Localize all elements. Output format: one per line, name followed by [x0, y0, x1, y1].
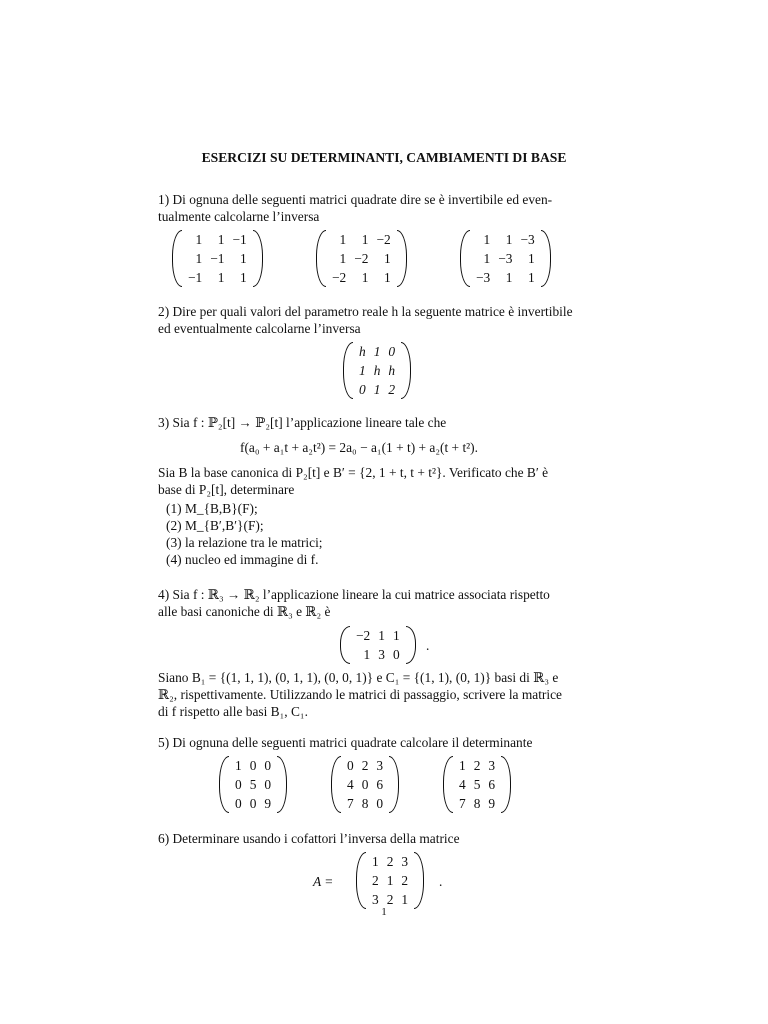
- matrix-cell: 1: [483, 232, 491, 247]
- list-item: (1) M_{B,B}(F);: [166, 501, 258, 516]
- ex1-matrix-3: [460, 230, 551, 287]
- ex6-matrix: [356, 852, 424, 909]
- ex4-matrix: [340, 626, 416, 664]
- matrix-cell: 1: [195, 232, 203, 247]
- ex4-text-line2: alle basi canoniche di ℝ₃ e ℝ₂ è: [158, 604, 331, 619]
- page-number: 1: [381, 906, 387, 918]
- matrix-cell: −2: [332, 270, 347, 285]
- matrix-cell: 1: [359, 363, 366, 378]
- matrix-cell: 1: [505, 232, 513, 247]
- matrix-cell: 1: [372, 854, 379, 869]
- ex5-matrix-3: [443, 756, 511, 813]
- matrix-cell: 1: [240, 270, 247, 285]
- page-title: ESERCIZI SU DETERMINANTI, CAMBIAMENTI DI BASE: [201, 150, 567, 165]
- matrix-row: [455, 775, 499, 794]
- matrix-cell: h: [373, 363, 381, 378]
- matrix-row: [328, 249, 395, 268]
- matrix-cell: 1: [392, 628, 400, 643]
- ex1-matrix-2: [316, 230, 407, 287]
- ex5-text-line1: 5) Di ognuna delle seguenti matrici quadrate calcolare il determinante: [158, 735, 533, 750]
- matrix-row: [184, 268, 251, 287]
- matrix-cell: 1: [459, 758, 466, 773]
- matrix-cell: 2: [386, 854, 394, 869]
- matrix-cell: 1: [386, 873, 394, 888]
- matrix-cell: 1: [505, 270, 513, 285]
- matrix-cell: 1: [195, 251, 203, 266]
- ex5-matrix-1: [219, 756, 287, 813]
- matrix-cell: −1: [188, 270, 203, 285]
- matrix-cell: 6: [488, 777, 496, 792]
- matrix-cell: 1: [361, 270, 369, 285]
- matrix-cell: 1: [235, 758, 242, 773]
- matrix-cell: 0: [359, 382, 366, 397]
- matrix-row: [368, 852, 412, 871]
- matrix-cell: 1: [373, 344, 381, 359]
- matrix-row: [355, 380, 399, 399]
- matrix-row: [472, 230, 539, 249]
- matrix-cell: 1: [217, 270, 225, 285]
- matrix-cell: 2: [386, 892, 394, 907]
- matrix-row: [355, 342, 399, 361]
- matrix-cell: 7: [459, 796, 466, 811]
- matrix-cell: 8: [361, 796, 369, 811]
- list-item: (3) la relazione tra le matrici;: [166, 535, 323, 550]
- matrix-cell: 1: [339, 232, 347, 247]
- matrix-cell: 0: [388, 344, 396, 359]
- matrix-cell: 3: [488, 758, 496, 773]
- matrix-row: [368, 871, 412, 890]
- ex6-period: .: [439, 874, 443, 889]
- matrix-cell: −1: [210, 251, 225, 266]
- matrix-cell: 1: [361, 232, 369, 247]
- matrix-cell: 9: [264, 796, 272, 811]
- matrix-cell: 8: [473, 796, 481, 811]
- matrix-row: [328, 230, 395, 249]
- matrix-cell: 0: [347, 758, 354, 773]
- matrix-cell: 3: [376, 758, 384, 773]
- matrix-row: [231, 756, 275, 775]
- matrix-row: [231, 775, 275, 794]
- matrix-cell: −3: [498, 251, 513, 266]
- matrix-cell: 1: [528, 270, 535, 285]
- matrix-cell: 0: [361, 777, 369, 792]
- matrix-cell: −1: [232, 232, 247, 247]
- ex6-lhs: A =: [313, 874, 334, 889]
- matrix-cell: 0: [235, 796, 242, 811]
- matrix-cell: 1: [240, 251, 247, 266]
- matrix-row: [184, 230, 251, 249]
- ex2-text-line2: ed eventualmente calcolarne l’inversa: [158, 321, 361, 336]
- matrix-cell: 1: [528, 251, 535, 266]
- ex3-task-list: [166, 501, 323, 569]
- ex4-text-line4: ℝ₂, rispettivamente. Utilizzando le matrici di passaggio, scrivere la matrice: [158, 687, 562, 702]
- ex3-text-line2: Sia B la base canonica di P₂[t] e B′ = {2, 1 + t, t + t²}. Verificato che B′ è: [158, 465, 549, 480]
- matrix-cell: 0: [392, 647, 400, 662]
- matrix-cell: −3: [476, 270, 491, 285]
- ex6-text-line1: 6) Determinare usando i cofattori l’inversa della matrice: [158, 831, 460, 846]
- ex1-text-line2: tualmente calcolarne l’inversa: [158, 209, 320, 224]
- ex1-matrix-1: [172, 230, 263, 287]
- matrix-row: [472, 268, 539, 287]
- ex3-text-line1: 3) Sia f : ℙ₂[t] → ℙ₂[t] l’applicazione lineare tale che: [158, 415, 447, 430]
- matrix-row: [352, 626, 404, 645]
- matrix-cell: −2: [356, 628, 371, 643]
- matrix-row: [184, 249, 251, 268]
- matrix-row: [343, 775, 387, 794]
- matrix-cell: 0: [376, 796, 384, 811]
- matrix-cell: 4: [459, 777, 466, 792]
- ex4-text-line1: 4) Sia f : ℝ₃ → ℝ₂ l’applicazione lineare la cui matrice associata rispetto: [158, 587, 550, 602]
- matrix-cell: 2: [401, 873, 409, 888]
- matrix-cell: 1: [401, 892, 409, 907]
- matrix-cell: 6: [376, 777, 384, 792]
- ex4-period: .: [426, 638, 430, 653]
- matrix-cell: 7: [347, 796, 354, 811]
- matrix-row: [352, 645, 404, 664]
- matrix-cell: h: [359, 344, 366, 359]
- matrix-cell: 1: [217, 232, 225, 247]
- matrix-cell: 2: [473, 758, 481, 773]
- list-item: (4) nucleo ed immagine di f.: [166, 552, 319, 567]
- matrix-cell: 5: [249, 777, 257, 792]
- matrix-cell: 4: [347, 777, 354, 792]
- ex5-matrix-2: [331, 756, 399, 813]
- matrix-cell: 3: [401, 854, 409, 869]
- matrix-cell: 5: [473, 777, 481, 792]
- ex1-text-line1: 1) Di ognuna delle seguenti matrici quadrate dire se è invertibile ed even-: [158, 192, 553, 207]
- matrix-cell: −2: [376, 232, 391, 247]
- ex4-text-line5: di f rispetto alle basi B₁, C₁.: [158, 704, 308, 719]
- matrix-cell: 1: [483, 251, 491, 266]
- matrix-cell: 0: [235, 777, 242, 792]
- matrix-cell: −3: [520, 232, 535, 247]
- matrix-cell: 0: [264, 777, 272, 792]
- matrix-cell: −2: [354, 251, 369, 266]
- matrix-row: [455, 756, 499, 775]
- ex2-text-line1: 2) Dire per quali valori del parametro reale h la seguente matrice è invertibile: [158, 304, 573, 319]
- matrix-cell: 2: [388, 382, 396, 397]
- matrix-row: [472, 249, 539, 268]
- matrix-row: [328, 268, 395, 287]
- matrix-cell: 3: [372, 892, 379, 907]
- ex2-matrix: [343, 342, 411, 399]
- matrix-cell: h: [388, 363, 396, 378]
- matrix-cell: 1: [363, 647, 371, 662]
- matrix-row: [343, 756, 387, 775]
- list-item: (2) M_{B′,B′}(F);: [166, 518, 264, 533]
- ex4-text-line3: Siano B₁ = {(1, 1, 1), (0, 1, 1), (0, 0, 1)} e C₁ = {(1, 1), (0, 1)} basi di ℝ₃ e: [158, 670, 559, 685]
- matrix-row: [231, 794, 275, 813]
- matrix-cell: 1: [384, 251, 391, 266]
- matrix-cell: 0: [249, 796, 257, 811]
- matrix-cell: 1: [378, 628, 385, 643]
- matrix-cell: 2: [361, 758, 369, 773]
- matrix-cell: 9: [488, 796, 496, 811]
- matrix-cell: 1: [384, 270, 391, 285]
- matrix-row: [455, 794, 499, 813]
- matrix-cell: 0: [264, 758, 272, 773]
- matrix-cell: 2: [372, 873, 379, 888]
- matrix-cell: 3: [378, 647, 385, 662]
- matrix-cell: 0: [249, 758, 257, 773]
- matrix-row: [355, 361, 399, 380]
- matrix-cell: 1: [373, 382, 381, 397]
- ex3-formula: f(a₀ + a₁t + a₂t²) = 2a₀ − a₁(1 + t) + a₂(t + t²).: [240, 440, 478, 455]
- ex3-text-line3: base di P₂[t], determinare: [158, 482, 295, 497]
- matrix-cell: 1: [339, 251, 347, 266]
- matrix-row: [343, 794, 387, 813]
